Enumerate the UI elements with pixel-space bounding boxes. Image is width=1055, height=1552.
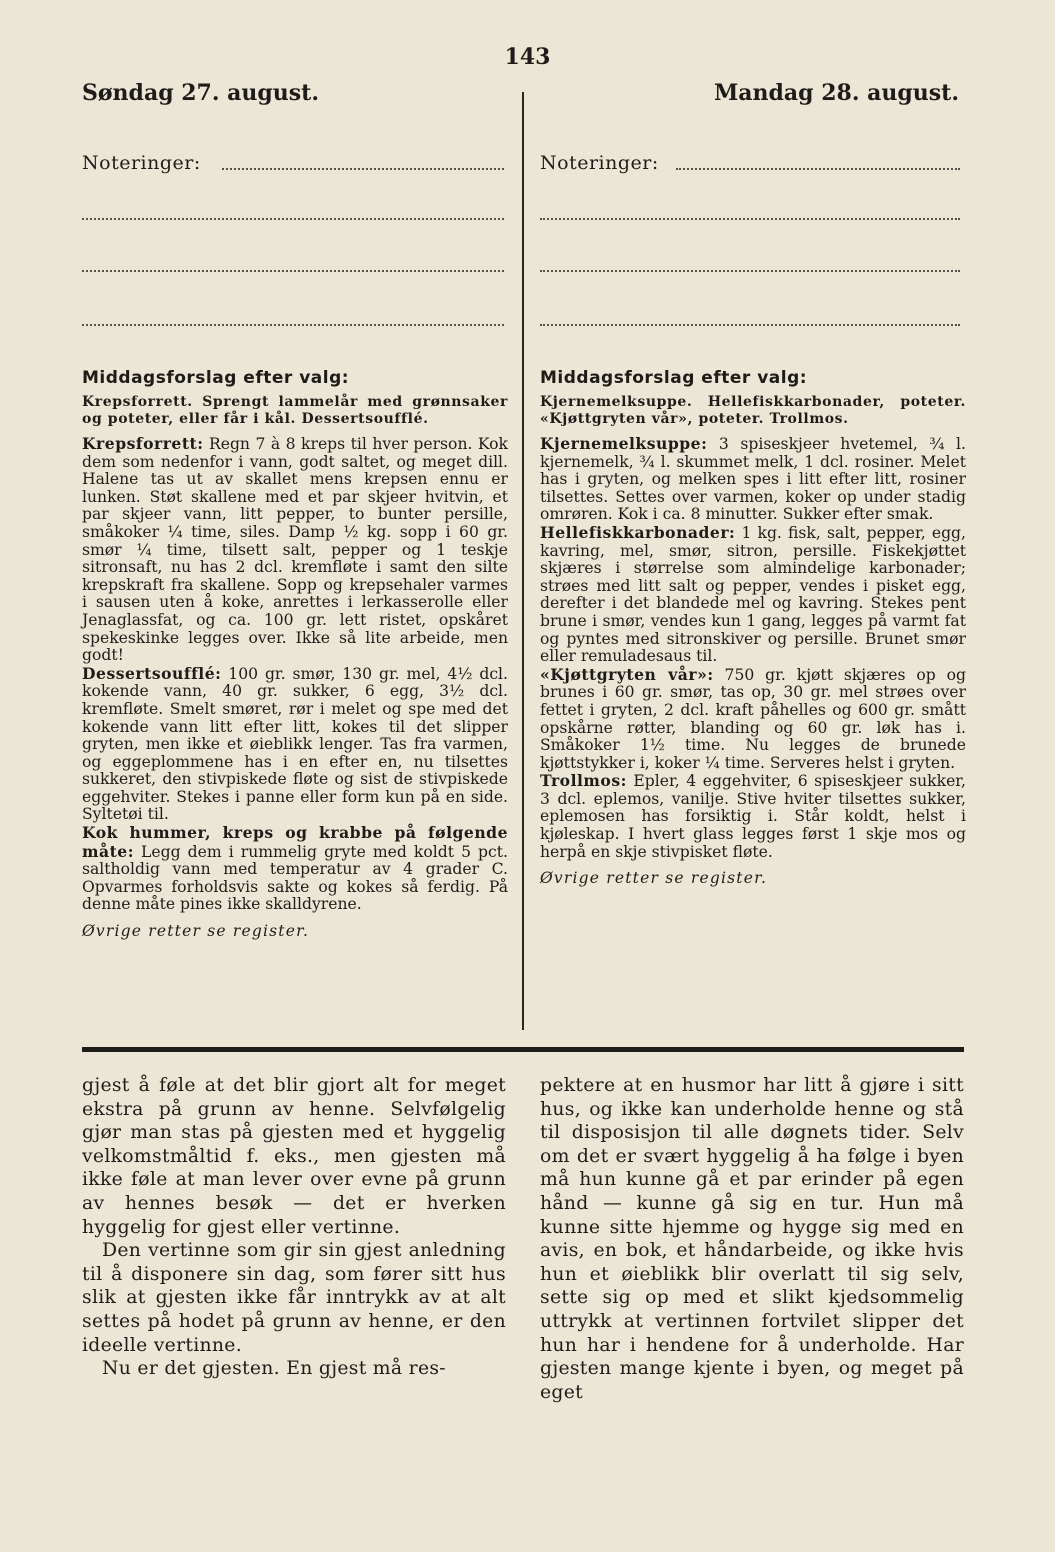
right-notes-line [676,168,960,170]
menu-summary: Krepsforrett. Sprengt lammelår med grønnsaker og poteter, eller får i kål. Dessertsoufflé. [82,394,508,427]
body-right-column [540,1074,964,1404]
left-recipe-column [82,368,508,940]
right-notes-line [540,324,960,326]
left-notes-line [82,218,504,220]
body-paragraph: Den vertinne som gir sin gjest anledning til å disponere sin dag, som fører sitt hus slik at gjesten ikke får inntrykk av at alt settes på hodet på grunn av henne, er den ideelle vertinne. [82,1240,506,1356]
left-notes-line [82,270,504,272]
page-number: 143 [504,44,551,70]
left-notes-line [82,324,504,326]
recipe-text: 750 gr. kjøtt skjæres op og brunes i 60 gr. smør, tas op, 30 gr. mel strøes over fettet i gryten, 2 dcl. kraft påhelles og 600 gr. smått opskårne røtter, blanding og 60 gr. løk has i. Småkoker 1½ time. Nu legges de brunede kjøttstykker i, koker ¼ time. Serveres helst i gryten. [540,665,966,772]
recipe-title: Kok hummer, kreps og krabbe på følgende måte: [82,823,508,861]
body-left-column [82,1074,506,1381]
body-paragraph: gjest å føle at det blir gjort alt for meget ekstra på grunn av henne. Selvfølgelig gjør man stas på gjesten med et hyggelig velkomstmåltid f. eks., men gjesten må ikke føle at man lever over evne på grunn av hennes besøk — det er hverken hyggelig for gjest eller vertinne. [82,1075,506,1238]
left-day-heading: Søndag 27. august. [82,80,320,106]
recipe [82,824,508,914]
left-notes-label: Noteringer: [82,152,201,174]
recipe-text: Legg dem i rummelig gryte med koldt 5 pct. saltholdig vann med temperatur av 4 grader C. Opvarmes forholdsvis sakte og kokes så ferdig. På denne måte pines ikke skalldyrene. [82,842,508,914]
recipe-text: 1 kg. fisk, salt, pepper, egg, kavring, mel, smør, sitron, persille. Fiskekjøttet skjæres i størrelse som almindelige karbonader; strøes med litt salt og pepper, vendes i pisket egg, derefter i det blandede mel og kavring. Stekes pent brune i smør, vendes kun 1 gang, legges på varmt fat og pyntes med sitronskiver og persille. Brunet smør eller remuladesaus til. [540,523,966,666]
dinner-suggestions-heading: Middagsforslag efter valg: [540,368,808,388]
recipe-title: Kjernemelksuppe: [540,434,708,453]
recipe [540,524,966,666]
recipe-text: Epler, 4 eggehviter, 6 spiseskjeer sukker, 3 dcl. eplemos, vanilje. Stive hviter tilsettes sukker, eplemosen has forsiktig i. Står koldt, helst i kjøleskap. I hvert glass legges først 1 skje mos og herpå en skje stivpisket fløte. [540,772,966,861]
dinner-suggestions-heading: Middagsforslag efter valg: [82,368,350,388]
recipe-title: Hellefiskkarbonader: [540,522,736,542]
recipe-text: 3 spiseskjeer hvetemel, ¾ l. kjernemelk, ¾ l. skummet melk, 1 dcl. rosiner. Melet has i gryten, og melken spes i litt efter litt, rosiner tilsettes. Settes over varmen, koker op under stadig omrøren. Kok i ca. 8 minutter. Sukker efter smak. [540,435,966,524]
recipe-title: Krepsforrett: [82,434,204,453]
recipe [82,435,508,665]
right-notes-line [540,218,960,220]
recipe [540,772,966,861]
recipe [540,435,966,524]
register-note: Øvrige retter se register. [540,869,768,888]
left-notes-line [222,168,504,170]
recipe-title: «Kjøttgryten vår»: [540,664,714,684]
right-notes-line [540,270,960,272]
recipe-text: 100 gr. smør, 130 gr. mel, 4½ dcl. kokende vann, 40 gr. sukker, 6 egg, 3½ dcl. kremfløte. Smelt smøret, rør i melet og spe med det kokende vann litt efter litt, kokes til det slipper gryten, men ikke et øieblikk lenger. Tas fra varmen, og eggeplommene has i en efter en, nu tilsettes sukkeret, den stivpiskede fløte og sist de stivpiskede eggehviter. Stekes i panne eller form kun på en side. Syltetøi til. [82,664,508,824]
column-divider [522,92,524,1030]
recipe [82,665,508,824]
recipe-title: Dessertsoufflé: [82,663,222,683]
right-notes-label: Noteringer: [540,152,659,174]
section-rule [82,1047,964,1052]
menu-summary: Kjernemelksuppe. Hellefiskkarbonader, poteter. «Kjøttgryten vår», poteter. Trollmos. [540,394,966,427]
right-day-heading: Mandag 28. august. [713,80,959,106]
right-recipe-column [540,368,966,887]
body-paragraph: pektere at en husmor har litt å gjøre i sitt hus, og ikke kan underholde henne og stå til disposisjon til alle døgnets tider. Selv om det er svært hyggelig å ha følge i byen må hun kunne gå et par erinder på egen hånd — kunne gå sig en tur. Hun må kunne sitte hjemme og hygge sig med en avis, en bok, et håndarbeide, og ikke hvis hun et øieblikk blir overlatt til sig selv, sette sig op med et slikt kjedsommelig uttrykk at vertinnen fortvilet slipper det hun har i hendene for å underholde. Har gjesten mange kjente i byen, og meget på eget [540,1075,964,1403]
register-note: Øvrige retter se register. [82,922,310,941]
recipe-text: Regn 7 à 8 kreps til hver person. Kok dem som nedenfor i vann, godt saltet, og meget dill. Halene tas ut av skallet mens krepsen ennu er lunken. Støt skallene med et par skjeer hvitvin, et par skjeer vann, litt pepper, to bunter persille, småkoker ¼ time, siles. Damp ½ kg. sopp i 60 gr. smør ¼ time, tilsett salt, pepper og 1 teskje sitronsaft, nu has 2 dcl. kremfløte i samt den silte krepskraft fra skallene. Sopp og krepsehaler varmes i sausen uten å koke, anrettes i lerkasserolle eller Jenaglassfat, og ca. 100 gr. lett ristet, opskåret spekeskinke legges over. Ikke så lite arbeide, men godt! [82,435,508,665]
recipe [540,666,966,773]
body-paragraph: Nu er det gjesten. En gjest må res- [102,1358,446,1380]
recipe-title: Trollmos: [540,771,627,791]
